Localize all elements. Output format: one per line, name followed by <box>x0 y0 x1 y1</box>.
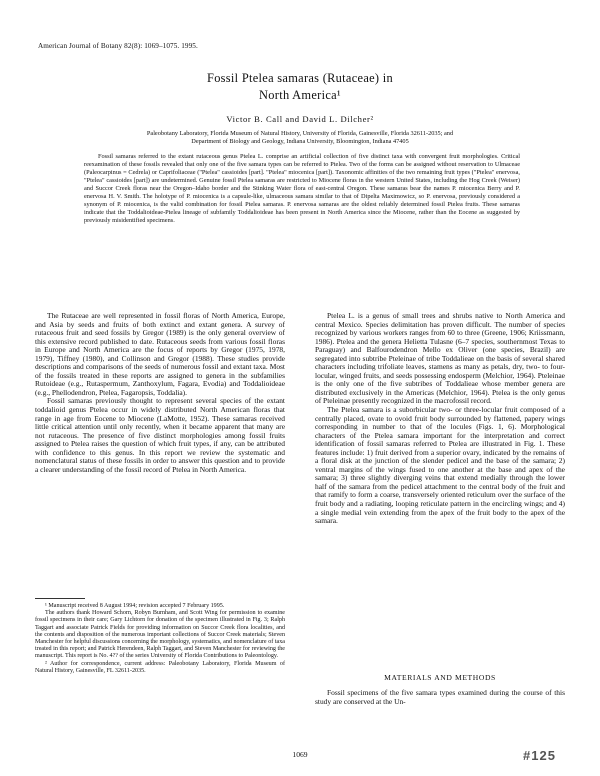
affiliation-line-2: Department of Biology and Geology, Indiana University, Bloomington, Indiana 47405 <box>191 138 409 145</box>
archive-stamp: #125 <box>523 748 556 763</box>
methods-paragraph: Fossil specimens of the five samara types examined during the course of this study are conserved at the Un- <box>315 688 565 706</box>
abstract-text: Fossil samaras referred to the extant rutaceous genus Ptelea L. comprise an artificial collection of five distinct taxa with convergent fruit morphologies. Critical reexamination of these fossils revealed that only one of the five samara types can be referred to Ptelea. Two of the forms can be assigned without reservation to Ulmaceae (Paleocarpinus = Cedrela) or Caprifoliaceae ("Ptelea" cassioides [part]. "Ptelea" miocenica [part]). Taxonomic affinities of the two remaining fruit types ("Ptelea" enervosa, "Ptelea" cassioides [part]) are undetermined. Genuine fossil Ptelea samaras are restricted to Miocene floras in the western United States, including the Hog Creek (Weiser) and Succor Creek floras near the Oregon–Idaho border and the Stinking Water flora of east-central Oregon. These samaras bear the names P. miocenica Berry and P. enervosa H. V. Smith. The holotype of P. miocenica is a capsule-like, ulmaceous samara similar to that of Dipelta Maximowicz, so P. enervosa, previously considered a synonym of P. miocenica, is the valid combination for fossil Ptelea samaras. P. enervosa samaras are the oldest reliably determined fossil Ptelea fruits. These samaras indicate that the Toddalioideae-Ptelea lineage of subfamily Toddalioideae has been present in North America since the Miocene, rather than the Eocene as suggested by previously misidentified specimens. <box>84 153 520 225</box>
section-heading: MATERIALS AND METHODS <box>384 673 496 682</box>
footnotes <box>35 603 285 675</box>
footnote-2: ² Author for correspondence, current address: Paleobotany Laboratory, Florida Museum of Natural History, Gainesville, FL 32611-2035. <box>35 660 285 674</box>
abstract <box>84 153 520 225</box>
affiliation <box>82 130 518 146</box>
left-paragraph-1: The Rutaceae are well represented in fossil floras of North America, Europe, and Asia by seeds and fruits of both extinct and extant genera. A survey of rutaceous fruit and seed fossils by Gregor (1989) is the only general overview of this extensive record published to date. Rutaceous seeds from various fossil floras in Europe and North America are the focus of reports by Gregor (1975, 1978, 1979), Tiffney (1980), and Collinson and Gregor (1988). These studies provide descriptions and comparisons of the seeds of numerous fossil and extant taxa. Most of the fossils treated in these reports are assigned to genera in the subfamilies Rutoideae (e.g., Rutaspermum, Zanthoxylum, Fagara, Evodia) and Toddalioideae (e.g., Phellodendron, Ptelea, Fagaropsis, Toddalia). <box>35 311 285 397</box>
page-number: 1069 <box>292 750 308 759</box>
title-line-1: Fossil Ptelea samaras (Rutaceae) in <box>207 71 393 85</box>
footnote-1: ¹ Manuscript received 8 August 1994; revision accepted 7 February 1995. <box>45 603 225 609</box>
footnote-rule <box>35 598 85 599</box>
author-line: Victor B. Call and David L. Dilcher² <box>226 114 374 124</box>
right-paragraph-2: The Ptelea samara is a suborbicular two- or three-locular fruit composed of a centrally placed, ovate to ovoid fruit body surrounded by flattened, papery wings corresponding in number to that of the locules (Figs. 1, 6). Morphological characters of the Ptelea samara important for the interpretation and correct identification of fossil samaras referred to Ptelea are illustrated in Fig. 1. These features include: 1) fruit derived from a superior ovary, indicated by the remains of a floral disk at the junction of the slender pedicel and the base of the samara; 2) ventral margins of the wings fused to one another at the base and apex of the samara; 3) three slightly diverging veins that extend medially through the lower half of the samara from the pedicel attachment to the central body of the fruit and that ramify to form a coarse, transversely oriented reticulum over the surface of the fruit body and a radiating, looping reticulate pattern in the encircling wings; and 4) a single medial vein extending from the apex of the fruit body to the apex of the samara. <box>315 405 565 526</box>
right-paragraph-1: Ptelea L. is a genus of small trees and shrubs native to North America and central Mexico. Species delimitation has proven difficult. The number of species recognized by various workers ranges from 60 to three (Greene, 1906; Kriissmann, 1986). Ptelea and the genera Helietta Tulasne (6–7 species, southernmost Texas to Paraguay) and Balfourodendron Mello ex Oliver (one species, Brazil) are segregated into subtribe Pteleinae of tribe Toddalieae on the basis of several shared characters including trifoliate leaves, stamens as many as petals, dry, two- to four-locular, winged fruits, and seeds possessing endosperm (Melchior, 1964). Pteleinae is the only one of the five subtribes of Toddalieae whose member genera are distributed exclusively in the Americas (Melchior, 1964). Ptelea is the only genus of Pteleinae presently recognized in the macrofossil record. <box>315 311 565 406</box>
body-left-column <box>35 312 285 474</box>
title-line-2: North America¹ <box>259 88 341 102</box>
methods-section <box>315 689 565 706</box>
journal-citation: American Journal of Botany 82(8): 1069–1075. 1995. <box>38 42 198 50</box>
affiliation-line-1: Paleobotany Laboratory, Florida Museum of Natural History, University of Florida, Gainesville, Florida 32611-2035; and <box>146 130 454 137</box>
body-right-column <box>315 312 565 526</box>
left-paragraph-2: Fossil samaras previously thought to represent several species of the extant toddalioid genus Ptelea occur in widely distributed North American floras that range in age from Eocene to Miocene (LaMotte, 1952). These samaras received little critical attention until only recently, when it became apparent that many are not rutaceous. The presence of five distinct morphologies among fossil fruits assigned to Ptelea raises the question of which fruit types, if any, can be attributed with confidence to this genus. In this report we review the systematic and nomenclatural status of these fossils in order to answer this question and to provide a clearer understanding of the fossil record of Ptelea in North America. <box>35 396 285 474</box>
article-title <box>60 70 540 104</box>
footnote-acknowledgments: The authors thank Howard Schorn, Robyn Burnham, and Scott Wing for permission to examine fossil specimens in their care; Gary Lichtorn for donation of the specimen illustrated in Fig. 3; Ralph Taggart and associate Patrick Fields for providing information on Succor Creek flora localities, and the contents and disposition of the numerous important collections of Succor Creek materials; Steven Manchester for helpful discussions concerning the morphology, systematics, and nomenclature of taxa treated in this report; and Patrick Herendeen, Ralph Taggart, and Steven Manchester for reviewing the manuscript. This report is No. 4?? of the series University of Florida Contributions to Paleontology. <box>35 610 285 660</box>
